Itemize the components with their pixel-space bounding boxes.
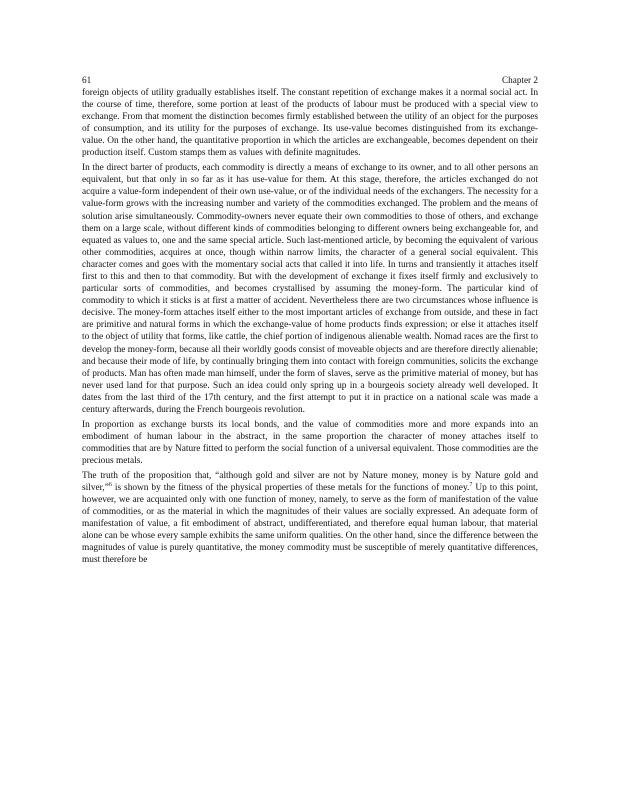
running-header (82, 74, 538, 87)
page-number: 61 (82, 75, 92, 85)
paragraph-1: foreign objects of utility gradually establishes itself. The constant repetition of exchange makes it a normal social act. In the course of time, therefore, some portion at least of the products of labour must be produced with a special view to exchange. From that moment the distinction becomes firmly established between the utility of an object for the purposes of consumption, and its utility for the purposes of exchange. Its use-value becomes distinguished from its exchange-value. On the other hand, the quantitative proportion in which the articles are exchangeable, becomes dependent on their production itself. Custom stamps them as values with definite magnitudes. (82, 88, 538, 159)
paragraph-4-text-c: Up to this point, however, we are acquainted only with one function of money, namely, to serve as the form of manifestation of the value of commodities, or as the material in which the magnitudes of their values are socially expressed. An adequate form of manifestation of value, a fit embodiment of abstract, undifferentiated, and therefore equal human labour, that material alone can be whose every sample exhibits the same uniform qualities. On the other hand, since the difference between the magnitudes of value is purely quantitative, the money commodity must be susceptible of merely quantitative differences, must therefore be (82, 482, 538, 566)
paragraph-2: In the direct barter of products, each commodity is directly a means of exchange to its owner, and to all other persons an equivalent, but that only in so far as it has use-value for them. At this stage, therefore, the articles exchanged do not acquire a value-form independent of their own use-value, or of the individual needs of the exchangers. The necessity for a value-form grows with the increasing number and variety of the commodities exchanged. The problem and the means of solution arise simultaneously. Commodity-owners never equate their own commodities to those of others, and exchange them on a large scale, without different kinds of commodities belonging to different owners being exchangeable for, and equated as values to, one and the same special article. Such last-mentioned article, by becoming the equivalent of various other commodities, acquires at once, though within narrow limits, the character of a general social equivalent. This character comes and goes with the momentary social acts that called it into life. In turns and transiently it attaches itself first to this and then to that commodity. But with the development of exchange it fixes itself firmly and exclusively to particular sorts of commodities, and becomes crystallised by assuming the money-form. The particular kind of commodity to which it sticks is at first a matter of accident. Nevertheless there are two circumstances whose influence is decisive. The money-form attaches itself either to the most important articles of exchange from outside, and these in fact are primitive and natural forms in which the exchange-value of home products finds expression; or else it attaches itself to the object of utility that forms, like cattle, the chief portion of indigenous alienable wealth. Nomad races are the first to develop the money-form, because all their worldly goods consist of moveable objects and are therefore directly alienable; and because their mode of life, by continually bringing them into contact with foreign communities, solicits the exchange of products. Man has often made man himself, under the form of slaves, serve as the primitive material of money, but has never used land for that purpose. Such an idea could only spring up in a bourgeois society already well developed. It dates from the last third of the 17th century, and the first attempt to put it in practice on a national scale was made a century afterwards, during the French bourgeois revolution. (82, 163, 538, 416)
paragraph-4 (82, 470, 538, 567)
chapter-label: Chapter 2 (502, 75, 538, 85)
footnote-ref-6[interactable]: 6 (108, 481, 112, 488)
footnote-ref-7[interactable]: 7 (469, 481, 473, 488)
paragraph-4-text-a: The truth of the proposition that, “although gold and silver are not by Nature money, money is by Nature gold and silver,” (82, 470, 538, 493)
paragraph-4-text-b: is shown by the fitness of the physical properties of these metals for the functions of money. (111, 482, 470, 493)
paragraph-3: In proportion as exchange bursts its local bonds, and the value of commodities more and more expands into an embodiment of human labour in the abstract, in the same proportion the character of money attaches itself to commodities that are by Nature fitted to perform the social function of a universal equivalent. Those commodities are the precious metals. (82, 419, 538, 466)
body-text (82, 87, 538, 566)
document-page (82, 74, 538, 569)
